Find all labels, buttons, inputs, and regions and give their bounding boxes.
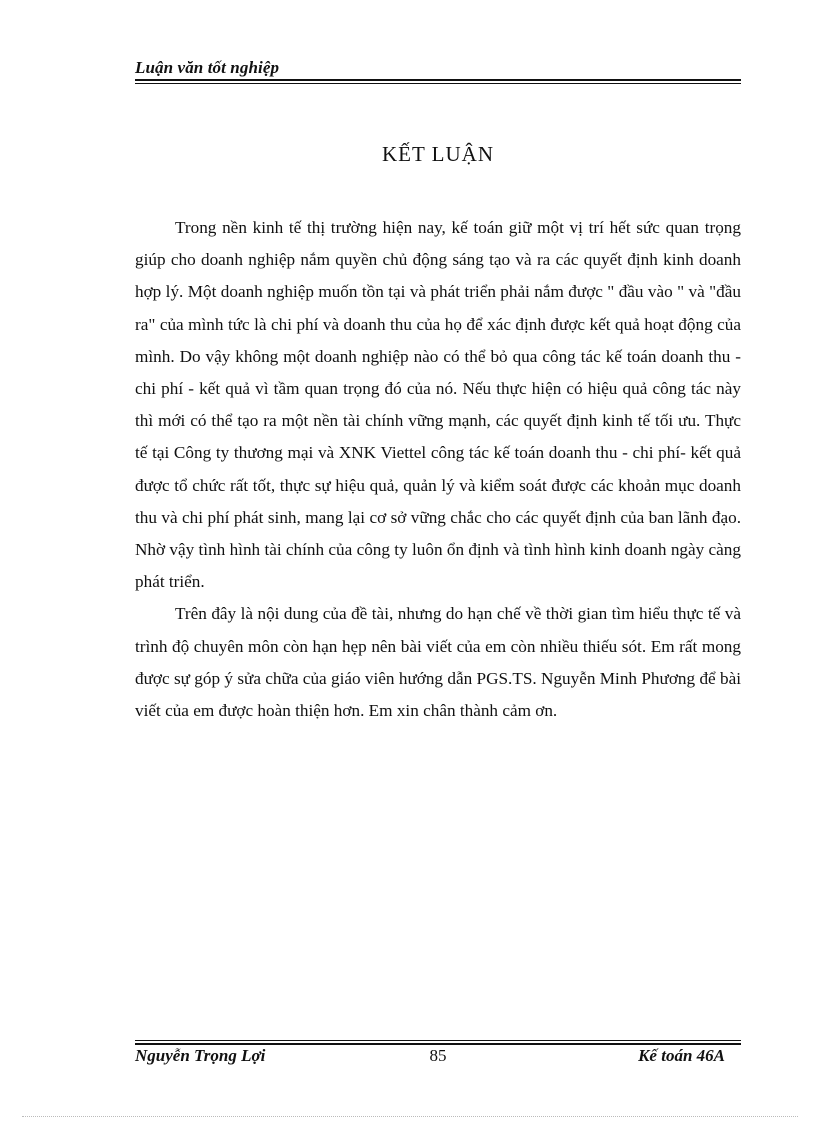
paragraph-1: Trong nền kinh tế thị trường hiện nay, kế toán giữ một vị trí hết sức quan trọng giúp cho doanh nghiệp nắm quyền chủ động sáng tạo và ra các quyết định kinh doanh hợp lý. Một doanh nghiệp muốn tồn tại và phát triển phải nắm được " đầu vào " và "đầu ra" của mình tức là chi phí và doanh thu của họ để xác định được kết quả hoạt động của mình. Do vậy không một doanh nghiệp nào có thể bỏ qua công tác kế toán doanh thu - chi phí - kết quả vì tầm quan trọng đó của nó. Nếu thực hiện có hiệu quả công tác này thì mới có thể tạo ra một nền tài chính vững mạnh, các quyết định kinh tế tối ưu. Thực tế tại Công ty thương mại và XNK Viettel công tác kế toán doanh thu - chi phí- kết quả được tổ chức rất tốt, thực sự hiệu quả, quản lý và kiểm soát được các khoản mục doanh thu và chi phí phát sinh, mang lại cơ sở vững chắc cho các quyết định của ban lãnh đạo. Nhờ vậy tình hình tài chính của công ty luôn ổn định và tình hình kinh doanh ngày càng phát triển. [135, 218, 741, 592]
header-rule [135, 79, 741, 81]
page-number: 85 [429, 1046, 447, 1065]
footer-author: Nguyễn Trọng Lợi [135, 1046, 266, 1065]
running-header-title: Luận văn tốt nghiệp [135, 58, 280, 77]
header-rule-thin [135, 83, 741, 84]
body-text [135, 212, 741, 727]
page-edge-divider [22, 1116, 798, 1117]
footer-rule-thin [135, 1040, 741, 1041]
footer-rule [135, 1043, 741, 1045]
chapter-title: KẾT LUẬN [381, 142, 494, 166]
footer-class-name: Kế toán 46A [638, 1046, 725, 1065]
paragraph-2: Trên đây là nội dung của đề tài, nhưng do hạn chế về thời gian tìm hiểu thực tế và trình độ chuyên môn còn hạn hẹp nên bài viết của em còn nhiều thiếu sót. Em rất mong được sự góp ý sửa chữa của giáo viên hướng dẫn PGS.TS. Nguyễn Minh Phương để bài viết của em được hoàn thiện hơn. Em xin chân thành cảm ơn. [135, 604, 741, 721]
